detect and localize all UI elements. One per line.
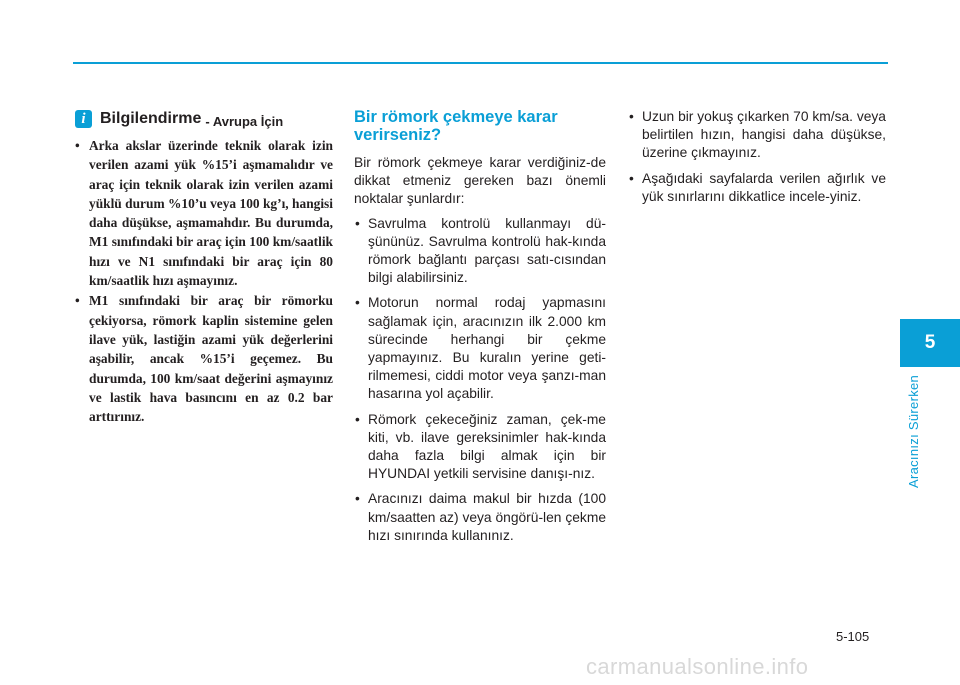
list-item: • Aşağıdaki sayfalarda verilen ağırlık ve yük sınırlarını dikkatlice incele-yiniz. xyxy=(628,170,886,206)
list-item: • Aracınızı daima makul bir hızda (100 km/saatten az) veya öngörü-len çekme hızı sınırında kullanınız. xyxy=(354,490,606,545)
list-item: • Römork çekeceğiniz zaman, çek-me kiti, vb. ilave gereksinimler hak-kında daha fazla bilgi almak için bir HYUNDAI yetkili servisine danışı-nız. xyxy=(354,411,606,484)
top-rule xyxy=(73,62,888,64)
info-box-subtitle: - Avrupa İçin xyxy=(205,113,284,129)
list-item: • Uzun bir yokuş çıkarken 70 km/sa. veya belirtilen hızın, hangisi daha düşükse, üzerine çıkmayınız. xyxy=(628,108,886,163)
info-box-list xyxy=(75,136,333,426)
info-box-item: • Arka akslar üzerinde teknik olarak izin verilen azami yük %15’i aşmamalıdır ve araç için teknik olarak izin verilen azami yüklü durum %10’u veya 100 kg’ı, hangisi daha düşükse, aşmamahdır. Bu durumda, M1 sınıfındaki bir araç için 100 km/saatlik hızı ve N1 sınıfındaki bir araç için 80 km/saatlik hızı aşmayınız. xyxy=(75,136,333,290)
list-item: • Motorun normal rodaj yapmasını sağlamak için, aracınızın ilk 2.000 km sürecinde herhangi bir çekme yapmayınız. Bu kuralın yerine geti-rilmemesi, ciddi motor veya şanzı-man hasarına yol açabilir. xyxy=(354,294,606,403)
info-box xyxy=(75,108,333,427)
chapter-label: Aracınızı Sürerken xyxy=(906,374,921,488)
info-box-item: • M1 sınıfındaki bir araç bir römorku çekiyorsa, römork kaplin sistemine gelen ilave yük, lastiğin azami yük değerlerini aşabilir, ancak %15’i geçemez. Bu durumda, 100 km/saat değerini aşmayınız ve lastik hava basıncını en az 0.2 bar arttırınız. xyxy=(75,291,333,426)
section-title: Bir römork çekmeye karar verirseniz? xyxy=(354,108,558,144)
info-box-title: Bilgilendirme xyxy=(100,110,202,127)
towing-section xyxy=(354,108,606,552)
section-list xyxy=(354,215,606,545)
chapter-tab[interactable]: 5 xyxy=(900,319,960,367)
list-item: • Savrulma kontrolü kullanmayı dü-şününüz. Savrulma kontrolü hak-kında römork bağlantı parçası satı-cısından bilgi alabilirsiniz. xyxy=(354,215,606,288)
info-icon: i xyxy=(75,110,92,128)
info-box-header xyxy=(75,108,333,130)
page-number: 5-105 xyxy=(836,629,870,644)
section-intro: Bir römork çekmeye karar verdiğiniz-de dikkat etmeniz gereken bazı önemli noktalar şunlardır: xyxy=(354,155,606,207)
section-list-continued xyxy=(628,108,886,206)
towing-section-continued xyxy=(628,108,886,213)
watermark: carmanualsonline.info xyxy=(586,654,809,679)
